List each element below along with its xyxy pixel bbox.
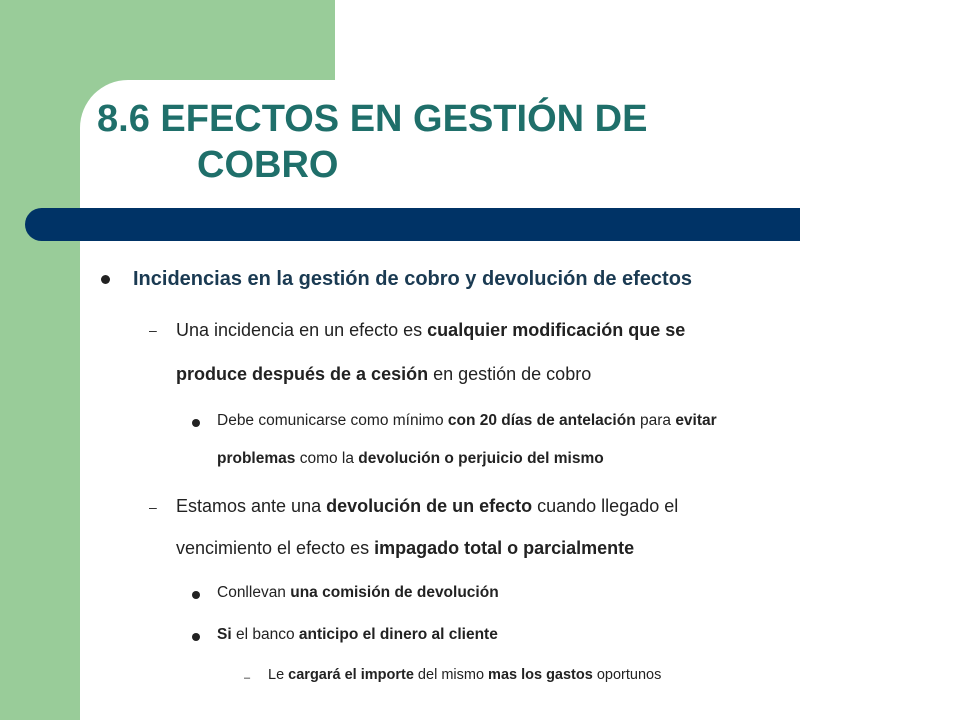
text-run-bold: una comisión de devolución <box>290 584 499 601</box>
text-run: Le <box>268 667 289 683</box>
sub-1-bullet-line-1 <box>217 412 717 430</box>
sub-item-2-line-2 <box>176 538 634 559</box>
bullet-dot <box>192 591 200 599</box>
dash-marker: – <box>149 322 157 338</box>
text-run-bold: mas los gastos <box>488 667 593 683</box>
bullet-dot <box>192 419 200 427</box>
sub-item-1-line-1 <box>176 320 685 341</box>
text-run: el banco <box>231 626 299 643</box>
text-run: Una incidencia en un efecto es <box>176 320 428 340</box>
dash-marker: – <box>149 499 157 515</box>
bullet-dot <box>192 633 200 641</box>
text-run: oportunos <box>592 667 662 683</box>
text-run: cuando llegado el <box>532 496 679 516</box>
title-line-2: COBRO <box>197 144 339 186</box>
text-run-bold: evitar <box>675 412 717 429</box>
text-run-bold: devolución de un efecto <box>326 496 533 516</box>
sub-2-dash-item <box>268 667 661 683</box>
text-run-bold: Si <box>217 626 232 643</box>
text-run-bold: impagado total o parcialmente <box>374 538 635 558</box>
sub-2-bullet-2 <box>217 626 498 644</box>
text-run-bold: anticipo el dinero al cliente <box>298 626 498 643</box>
sub-1-bullet-line-2 <box>217 450 604 468</box>
sub-item-1-line-2 <box>176 364 591 385</box>
text-run: del mismo <box>413 667 489 683</box>
sub-item-2-line-1 <box>176 496 678 517</box>
sub-2-bullet-1 <box>217 584 499 602</box>
text-run-bold: produce después de a cesión <box>176 364 429 384</box>
text-run: Estamos ante una <box>176 496 327 516</box>
text-run: vencimiento el efecto es <box>176 538 375 558</box>
text-run: Conllevan <box>217 584 291 601</box>
text-run-bold: problemas <box>217 450 296 467</box>
bullet-dot <box>101 275 110 284</box>
dash-marker: – <box>244 672 251 684</box>
text-run-bold: con 20 días de antelación <box>447 412 636 429</box>
bullet-main: Incidencias en la gestión de cobro y devolución de efectos <box>133 268 693 290</box>
text-run: para <box>635 412 676 429</box>
text-run: Debe comunicarse como mínimo <box>217 412 448 429</box>
title-line-1: 8.6 EFECTOS EN GESTIÓN DE <box>97 98 648 140</box>
text-run-bold: devolución o perjuicio del mismo <box>358 450 604 467</box>
text-run: en gestión de cobro <box>428 364 592 384</box>
text-run-bold: cualquier modificación que se <box>427 320 686 340</box>
text-run: como la <box>295 450 359 467</box>
text-run-bold: cargará el importe <box>288 667 414 683</box>
